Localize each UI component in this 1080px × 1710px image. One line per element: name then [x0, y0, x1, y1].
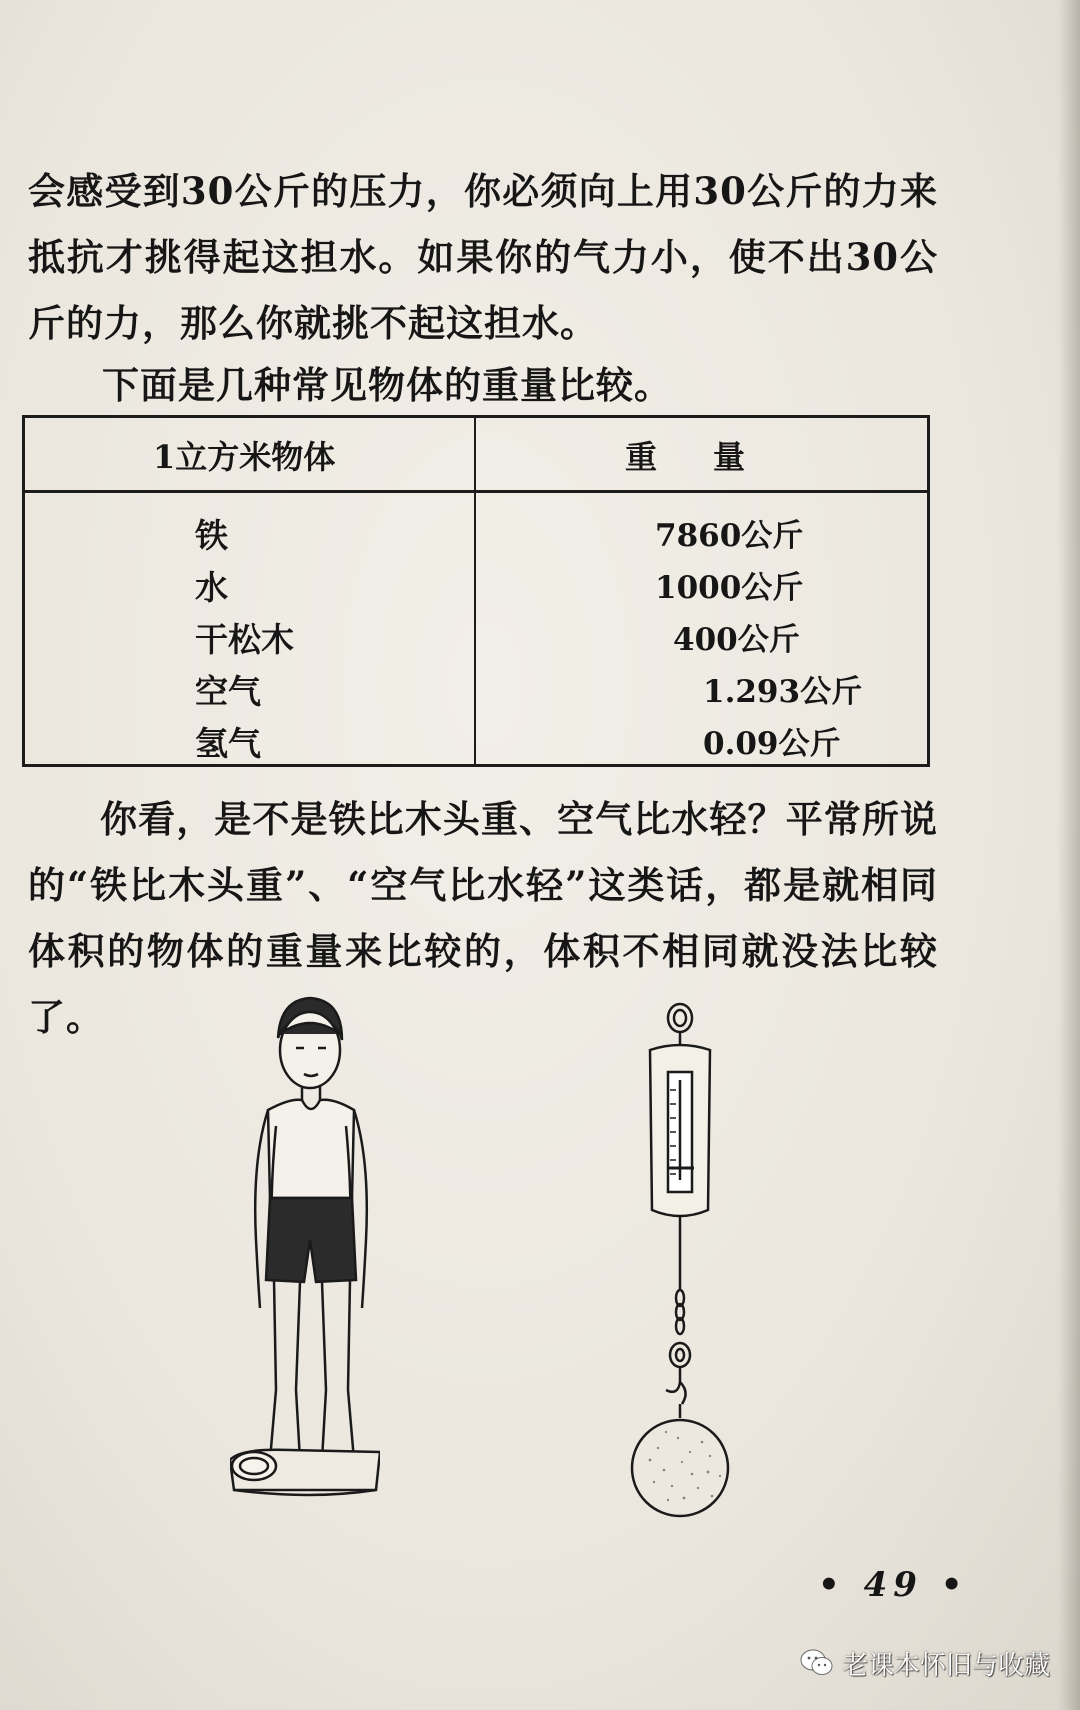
table-cell-weight: 400公斤	[673, 622, 800, 658]
watermark-text: 老课本怀旧与收藏	[842, 1650, 1051, 1681]
page-number: • 49 •	[818, 1565, 969, 1605]
table-cell-object: 铁	[195, 516, 228, 555]
boy-on-weighing-scale-icon	[230, 990, 380, 1510]
table-cell-object: 水	[195, 568, 228, 607]
intro-paragraph: 会感受到30公斤的压力，你必须向上用30公斤的力来抵抗才挑得起这担水。如果你的气力小，使不出30公斤的力，那么你就挑不起这担水。	[28, 169, 938, 345]
page-edge-shadow	[1058, 0, 1080, 1710]
table-cell-weight: 7860公斤	[655, 518, 804, 554]
table-cell-weight: 1.293公斤	[703, 674, 863, 710]
table-header-object: 1立方米物体	[153, 438, 336, 476]
weight-comparison-table	[22, 415, 930, 767]
conclusion-paragraph: 你看，是不是铁比木头重、空气比水轻？平常所说的“铁比木头重”、“空气比水轻”这类话，都是就相同体积的物体的重量来比较的，体积不相同就没法比较了。	[28, 797, 938, 1039]
table-header-weight: 重量	[625, 438, 802, 476]
watermark	[800, 1643, 1050, 1683]
spring-scale-with-ball-icon	[620, 1000, 740, 1530]
table-cell-object: 氢气	[195, 724, 261, 763]
table-lead-sentence: 下面是几种常见物体的重量比较。	[102, 363, 672, 407]
wechat-icon	[800, 1648, 834, 1678]
table-cell-weight: 0.09公斤	[703, 726, 841, 762]
table-object-column	[195, 510, 294, 770]
table-cell-weight: 1000公斤	[655, 570, 804, 606]
table-cell-object: 干松木	[195, 620, 294, 659]
table-weight-column	[595, 510, 863, 770]
table-cell-object: 空气	[195, 672, 261, 711]
table-header-divider	[25, 490, 927, 493]
table-column-divider	[474, 418, 476, 764]
